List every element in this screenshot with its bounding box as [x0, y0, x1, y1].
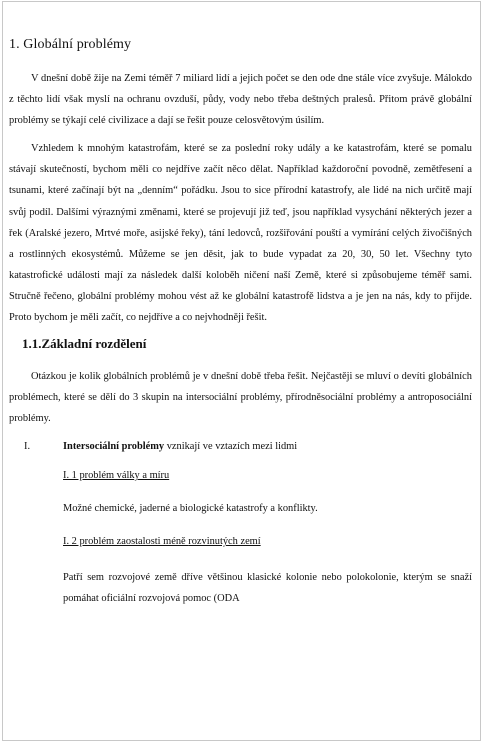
problem-list: [9, 439, 472, 609]
list-item-text: [63, 439, 472, 455]
list-item-number: I.: [24, 441, 31, 453]
subsection-2-title-a: I. 2 problém zaostalosti méně: [63, 536, 189, 548]
subsection-2-text: Patří sem rozvojové země dříve většinou klasické kolonie nebo polokolonie, kterým se snaží pomáhat oficiální rozvojová pomoc (ODA: [63, 572, 472, 605]
subsection-1-text: Možné chemické, jaderné a biologické katastrofy a konflikty.: [63, 503, 318, 515]
heading-1: 1. Globální problémy: [9, 37, 132, 52]
subsection-1-title-text: I. 1 problém války a míru: [63, 470, 170, 482]
document-page: [2, 1, 481, 741]
paragraph-2[interactable]: Vzhledem k mnohým katastrofám, které se za poslední roky udály a ke katastrofám, které se pomalu stávají skutečností, bychom měli co nejdříve začít něco dělat. Například každoroční povodně, zemětřesení a tsunami, které začínají být na „denním“ pořádku. Jsou to sice přírodní katastrofy, ale lidé na nich určitě mají svůj podíl. Dalšími výraznými změnami, které se projevují již teď, jsou například vysychání některých jezer a řek (Aralské jezero, Mrtvé moře, asijské řeky), tání ledovců, rozšiřování pouští a vymírání celých živočišných a rostlinných ekosystémů. Můžeme se jen děsit, jak to bude vypadat za 20, 30, 50 let. Všechny tyto katastrofické události mají za následek další koloběh ničení naší Země, které si způsobujeme téměř sami. Stručně řečeno, globální problémy mohou vést až ke globální katastrofě lidstva a je jen na nás, kdy to přijde. Proto bychom je měli začít, co nejdříve a co nejvhodněji řešit.: [9, 143, 472, 324]
heading-2: 1.1.Základní rozdělení: [22, 336, 147, 352]
paragraph-3[interactable]: Otázkou je kolik globálních problémů je v dnešní době třeba řešit. Nejčastěji se mluví o devíti globálních problémech, které se dělí do 3 skupin na intersociální problémy, přírodněsociální problémy a antroposociální problémy.: [9, 371, 472, 425]
paragraph-1[interactable]: V dnešní době žije na Zemi téměř 7 miliard lidí a jejich počet se den ode dne stále více zvyšuje. Málokdo z těchto lidí však myslí na ochranu ovzduší, půdy, vody nebo třeba deštných pralesů. Přitom právě globální problémy se týkají celé civilizace a dají se řešit pouze celosvětovým úsilím.: [9, 73, 472, 127]
list-item: [9, 439, 472, 455]
list-item-rest: vznikají ve vztazích mezi lidmi: [164, 441, 298, 453]
subsection-2-title-b: rozvinutých zemí: [188, 536, 261, 548]
subsection-1-title: [63, 468, 472, 484]
subsection-2-title: [63, 534, 472, 550]
list-item-bold: Intersociální problémy: [63, 441, 165, 453]
page-content: [9, 36, 472, 609]
